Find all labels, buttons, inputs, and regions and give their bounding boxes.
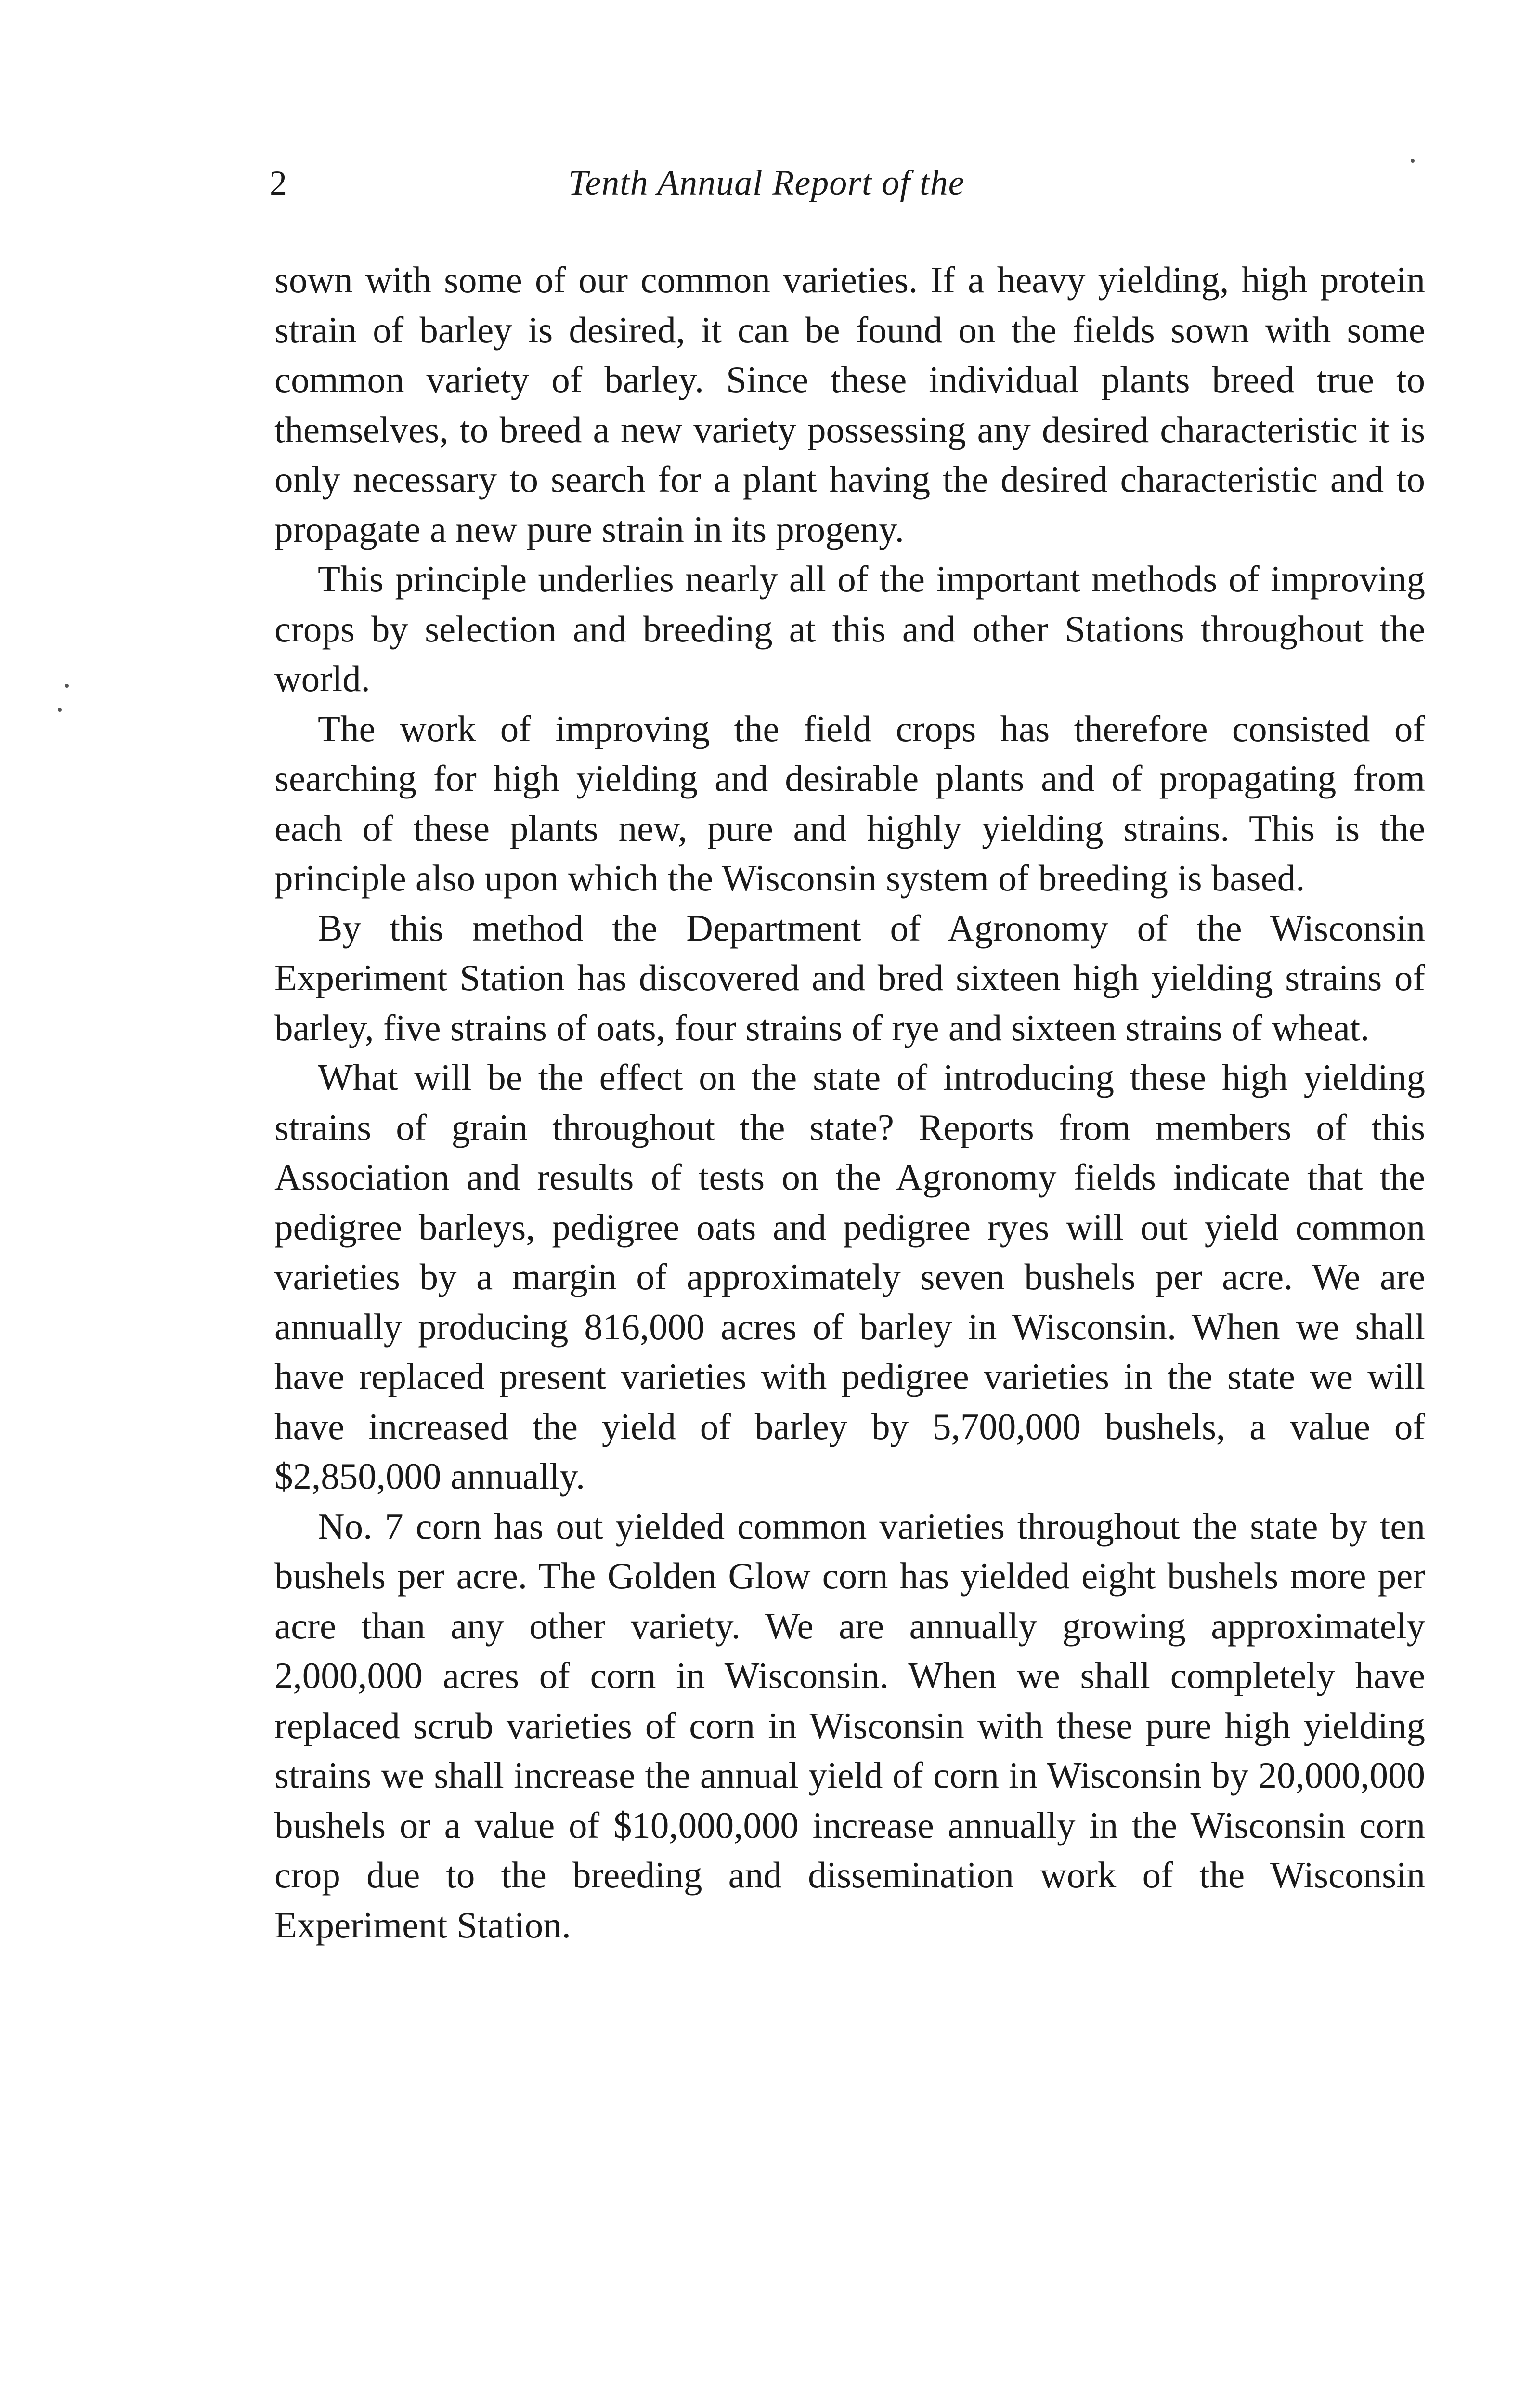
- body-text: [274, 255, 1425, 1950]
- page-number: 2: [270, 164, 287, 202]
- running-title: Tenth Annual Report of the: [568, 163, 965, 203]
- page-header: [270, 154, 1425, 212]
- scan-speck: [65, 684, 69, 688]
- scan-speck: [58, 708, 62, 712]
- paragraph-5: What will be the effect on the state of introducing these high yielding strains of grain throughout the state? Reports from members of this Association and results of tests on the Agronomy fields indicate that the pedigree barleys, pedigree oats and pedigree ryes will out yield common varieties by a margin of approximately seven bushels per acre. We are annually producing 816,000 acres of barley in Wisconsin. When we shall have replaced present varieties with pedigree varieties in the state we will have increased the yield of barley by 5,700,000 bushels, a value of $2,850,000 annually.: [274, 1057, 1425, 1497]
- paragraph-1: sown with some of our common varieties. If a heavy yielding, high protein strain of barley is desired, it can be found on the fields sown with some common variety of barley. Since these individual plants breed true to themselves, to breed a new variety possessing any desired characteristic it is only necessary to search for a plant having the desired characteristic and to propagate a new pure strain in its progeny.: [274, 259, 1425, 550]
- paragraph-6: No. 7 corn has out yielded common varieties throughout the state by ten bushels per acre. The Golden Glow corn has yielded eight bushels more per acre than any other variety. We are annually growing approximately 2,000,000 acres of corn in Wisconsin. When we shall completely have replaced scrub varieties of corn in Wisconsin with these pure high yielding strains we shall increase the annual yield of corn in Wisconsin by 20,000,000 bushels or a value of $10,000,000 increase annually in the Wisconsin corn crop due to the breeding and dissemination work of the Wisconsin Experiment Station.: [274, 1505, 1425, 1946]
- paragraph-4: By this method the Department of Agronomy of the Wisconsin Experiment Station has discovered and bred sixteen high yielding strains of barley, five strains of oats, four strains of rye and sixteen strains of wheat.: [274, 907, 1425, 1048]
- scan-speck: [1411, 159, 1415, 163]
- paragraph-2: This principle underlies nearly all of the important methods of improving crops by selection and breeding at this and other Stations throughout the world.: [274, 558, 1425, 699]
- paragraph-3: The work of improving the field crops has therefore consisted of searching for high yielding and desirable plants and of propagating from each of these plants new, pure and highly yielding strains. This is the principle also upon which the Wisconsin system of breeding is based.: [274, 707, 1425, 899]
